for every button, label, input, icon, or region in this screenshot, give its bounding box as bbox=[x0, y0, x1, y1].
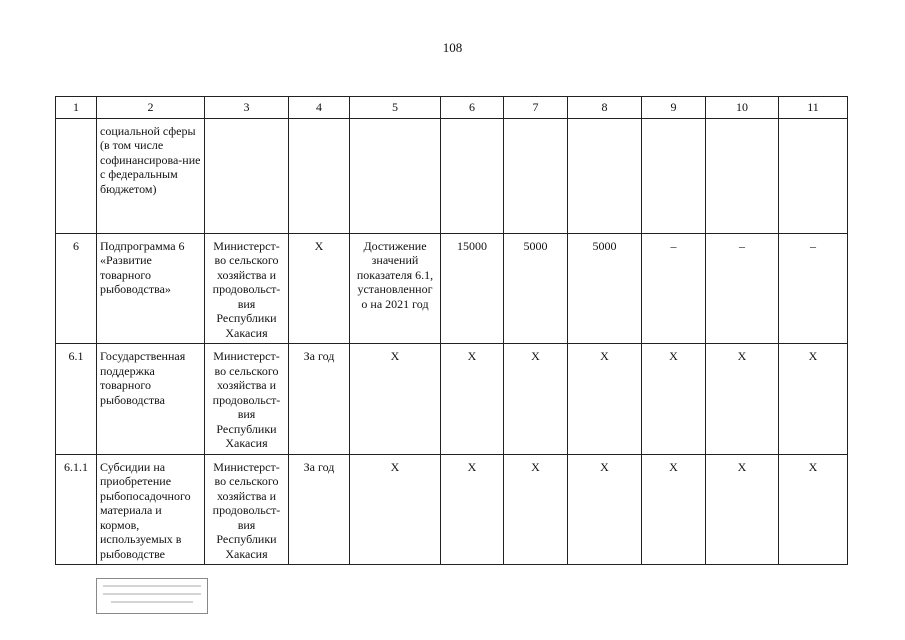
value-cell: X bbox=[779, 454, 848, 565]
result-cell bbox=[350, 118, 441, 233]
header-cell: 10 bbox=[706, 97, 779, 119]
result-cell: X bbox=[350, 454, 441, 565]
value-cell: X bbox=[504, 344, 568, 455]
row-title: Субсидии на приобретение рыбопосадочного материала и кормов, используемых в рыбоводстве bbox=[97, 454, 205, 565]
value-cell: 15000 bbox=[441, 233, 504, 344]
program-table bbox=[55, 96, 848, 565]
stamp-lines-icon bbox=[97, 579, 207, 613]
row-number bbox=[56, 118, 97, 233]
value-cell bbox=[441, 118, 504, 233]
header-cell: 9 bbox=[642, 97, 706, 119]
period-cell bbox=[289, 118, 350, 233]
value-cell bbox=[504, 118, 568, 233]
value-cell: – bbox=[642, 233, 706, 344]
executor-cell: Министерст-во сельского хозяйства и продовольст-вия Республики Хакасия bbox=[205, 233, 289, 344]
value-cell: 5000 bbox=[568, 233, 642, 344]
value-cell: X bbox=[706, 454, 779, 565]
value-cell bbox=[779, 118, 848, 233]
row-number: 6.1 bbox=[56, 344, 97, 455]
value-cell: X bbox=[568, 344, 642, 455]
row-title: Подпрограмма 6 «Развитие товарного рыбоводства» bbox=[97, 233, 205, 344]
result-cell: X bbox=[350, 344, 441, 455]
value-cell: X bbox=[706, 344, 779, 455]
value-cell: – bbox=[779, 233, 848, 344]
row-title: социальной сферы (в том числе софинансирова-ние с федеральным бюджетом) bbox=[97, 118, 205, 233]
value-cell: X bbox=[504, 454, 568, 565]
header-cell: 8 bbox=[568, 97, 642, 119]
value-cell: X bbox=[642, 454, 706, 565]
value-cell: – bbox=[706, 233, 779, 344]
table-row bbox=[56, 118, 848, 233]
executor-cell bbox=[205, 118, 289, 233]
value-cell: X bbox=[642, 344, 706, 455]
header-cell: 4 bbox=[289, 97, 350, 119]
table-row bbox=[56, 233, 848, 344]
row-title: Государственная поддержка товарного рыбоводства bbox=[97, 344, 205, 455]
value-cell bbox=[706, 118, 779, 233]
table-header-row bbox=[56, 97, 848, 119]
value-cell bbox=[568, 118, 642, 233]
table-row bbox=[56, 344, 848, 455]
period-cell: X bbox=[289, 233, 350, 344]
value-cell: X bbox=[441, 454, 504, 565]
value-cell: X bbox=[441, 344, 504, 455]
header-cell: 1 bbox=[56, 97, 97, 119]
header-cell: 3 bbox=[205, 97, 289, 119]
value-cell: 5000 bbox=[504, 233, 568, 344]
period-cell: За год bbox=[289, 454, 350, 565]
executor-cell: Министерст-во сельского хозяйства и продовольст-вия Республики Хакасия bbox=[205, 454, 289, 565]
header-cell: 2 bbox=[97, 97, 205, 119]
value-cell bbox=[642, 118, 706, 233]
header-cell: 11 bbox=[779, 97, 848, 119]
document-stamp bbox=[96, 578, 208, 614]
table-row bbox=[56, 454, 848, 565]
result-cell: Достижение значений показателя 6.1, установленног о на 2021 год bbox=[350, 233, 441, 344]
value-cell: X bbox=[568, 454, 642, 565]
row-number: 6 bbox=[56, 233, 97, 344]
value-cell: X bbox=[779, 344, 848, 455]
page-number: 108 bbox=[442, 40, 463, 55]
header-cell: 5 bbox=[350, 97, 441, 119]
executor-cell: Министерст-во сельского хозяйства и продовольст-вия Республики Хакасия bbox=[205, 344, 289, 455]
row-number: 6.1.1 bbox=[56, 454, 97, 565]
header-cell: 7 bbox=[504, 97, 568, 119]
period-cell: За год bbox=[289, 344, 350, 455]
header-cell: 6 bbox=[441, 97, 504, 119]
